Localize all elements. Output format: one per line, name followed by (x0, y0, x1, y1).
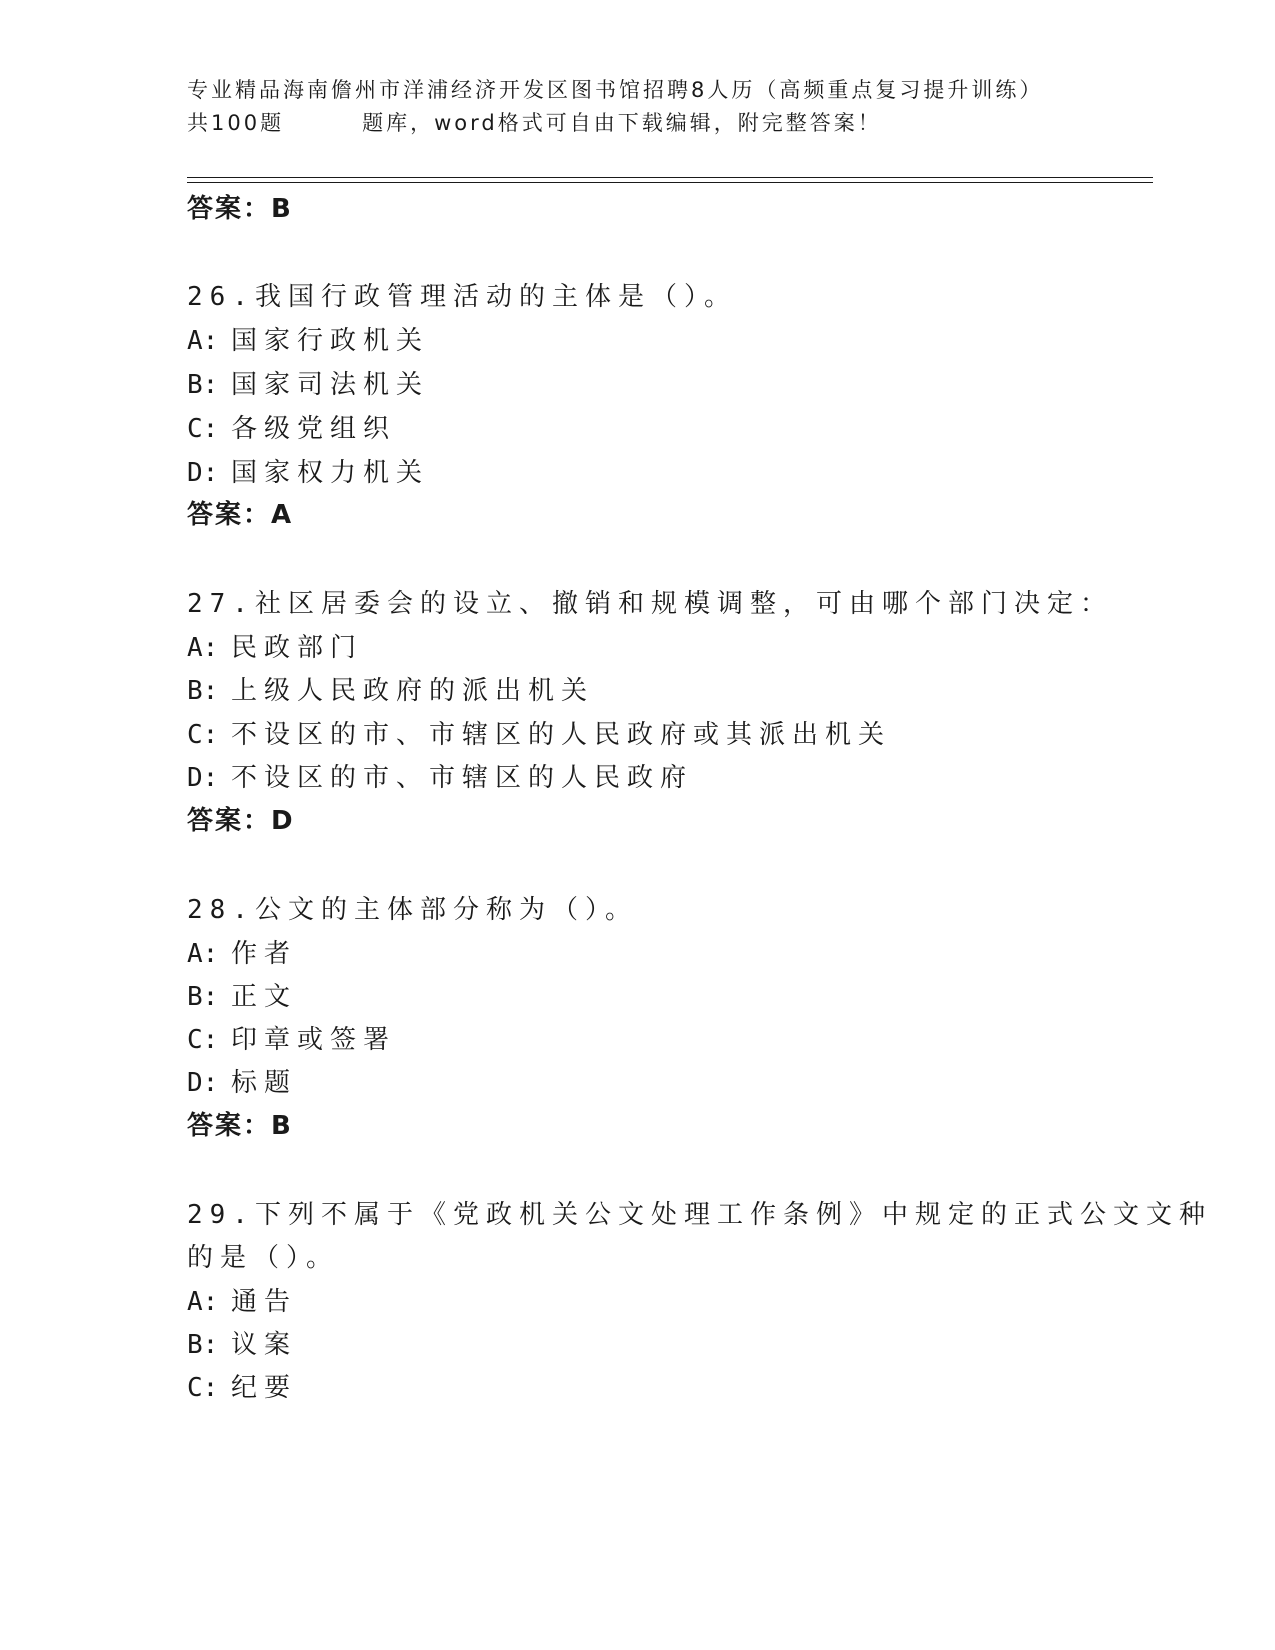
question-28-option-d: D: 标题 (187, 1068, 298, 1098)
header-divider-top (187, 177, 1153, 178)
answer-25: 答案：B (187, 194, 293, 224)
question-28-option-c: C: 印章或签署 (187, 1025, 397, 1055)
header-description: 题库，word格式可自由下载编辑，附完整答案！ (362, 111, 882, 135)
question-27-option-d: D: 不设区的市、市辖区的人民政府 (187, 763, 694, 793)
question-26-option-b: B: 国家司法机关 (187, 370, 430, 400)
header-divider-bottom (187, 182, 1153, 183)
answer-27: 答案：D (187, 806, 295, 836)
header-title-line1: 专业精品海南儋州市洋浦经济开发区图书馆招聘8人历（高频重点复习提升训练） (187, 78, 1044, 102)
question-29-option-c: C: 纪要 (187, 1373, 298, 1403)
document-header (187, 74, 1087, 140)
question-27-text: 27.社区居委会的设立、撤销和规模调整，可由哪个部门决定： (187, 589, 1113, 619)
header-question-count: 共100题 (187, 111, 285, 135)
question-29-option-a: A: 通告 (187, 1287, 298, 1317)
question-27-option-b: B: 上级人民政府的派出机关 (187, 676, 595, 706)
question-28-text: 28.公文的主体部分称为（）。 (187, 895, 638, 925)
question-26-text: 26.我国行政管理活动的主体是（）。 (187, 282, 737, 312)
question-28-option-a: A: 作者 (187, 939, 298, 969)
question-28-option-b: B: 正文 (187, 982, 298, 1012)
question-26-option-a: A: 国家行政机关 (187, 326, 430, 356)
question-26-option-c: C: 各级党组织 (187, 414, 397, 444)
answer-28: 答案：B (187, 1111, 293, 1141)
question-29-option-b: B: 议案 (187, 1330, 298, 1360)
question-29-text: 29.下列不属于《党政机关公文处理工作条例》中规定的正式公文文种 (187, 1200, 1212, 1230)
header-title-line2 (187, 107, 1087, 140)
question-27-option-c: C: 不设区的市、市辖区的人民政府或其派出机关 (187, 720, 892, 750)
answer-26: 答案：A (187, 500, 294, 530)
question-29-text-cont: 的是（）。 (187, 1243, 340, 1273)
question-27-option-a: A: 民政部门 (187, 633, 364, 663)
question-26-option-d: D: 国家权力机关 (187, 458, 430, 488)
